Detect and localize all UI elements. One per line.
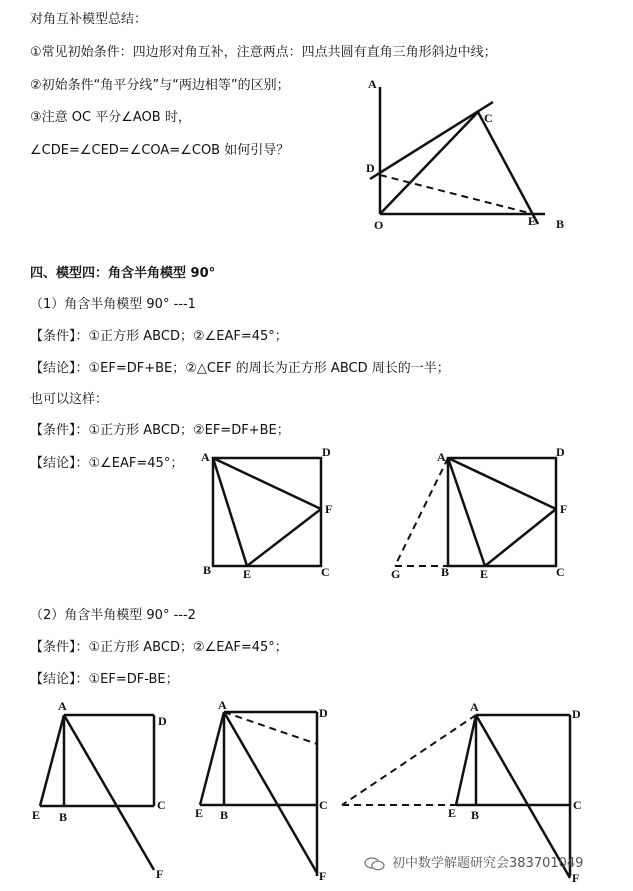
label-C: C <box>321 565 330 579</box>
label-A: A <box>368 77 377 91</box>
label-E: E <box>528 214 537 228</box>
label-A: A <box>437 450 446 464</box>
figure-half-angle-square-2 <box>385 445 580 585</box>
wechat-icon <box>364 857 386 871</box>
figure-half-angle-model-2a <box>28 698 178 884</box>
condition-2: 【条件】：①正方形 ABCD；②EF=DF+BE； <box>30 423 290 438</box>
label-O: O <box>374 218 384 232</box>
label-A: A <box>218 698 227 712</box>
label-C: C <box>319 798 328 812</box>
model-part-2-title: （2）角含半角模型 90° ---2 <box>30 608 196 623</box>
label-F: F <box>319 869 327 883</box>
summary-point-1: ①常见初始条件：四边形对角互补，注意两点：四点共圆有直角三角形斜边中线； <box>30 45 497 60</box>
label-D: D <box>366 161 375 175</box>
summary-point-2: ②初始条件“角平分线”与“两边相等”的区别； <box>30 78 290 93</box>
label-E: E <box>480 567 489 581</box>
label-A: A <box>201 450 210 464</box>
label-D: D <box>572 707 581 721</box>
label-F: F <box>560 502 568 516</box>
label-B: B <box>220 808 229 822</box>
label-A: A <box>58 699 67 713</box>
label-F: F <box>156 867 164 881</box>
label-B: B <box>59 810 68 824</box>
label-F: F <box>325 502 333 516</box>
summary-title: 对角互补模型总结： <box>30 12 148 27</box>
conclusion-1: 【结论】：①EF=DF+BE；②△CEF 的周长为正方形 ABCD 周长的一半； <box>30 361 450 376</box>
label-B: B <box>471 808 480 822</box>
alternative-intro: 也可以这样： <box>30 392 109 407</box>
conclusion-2: 【结论】：①∠EAF=45°； <box>30 456 184 471</box>
label-D: D <box>322 445 331 459</box>
label-B: B <box>441 565 450 579</box>
label-C: C <box>484 111 493 125</box>
figure-half-angle-square-1 <box>195 445 345 585</box>
label-C: C <box>556 565 565 579</box>
summary-question: ∠CDE=∠CED=∠COA=∠COB 如何引导？ <box>30 143 290 158</box>
label-D: D <box>556 445 565 459</box>
label-C: C <box>157 798 166 812</box>
condition-1: 【条件】：①正方形 ABCD；②∠EAF=45°； <box>30 329 288 344</box>
condition-3: 【条件】：①正方形 ABCD；②∠EAF=45°； <box>30 640 288 655</box>
label-E: E <box>448 806 457 820</box>
label-A: A <box>470 700 479 714</box>
model-part-1-title: （1）角含半角模型 90° ---1 <box>30 297 196 312</box>
label-C: C <box>573 798 582 812</box>
label-E: E <box>195 806 204 820</box>
label-D: D <box>158 714 167 728</box>
section-4-heading: 四、模型四：角含半角模型 90° <box>30 266 216 281</box>
figure-angle-complement <box>360 72 580 232</box>
label-F: F <box>572 871 580 884</box>
watermark-text: 初中数学解题研究会383701049 <box>392 856 584 871</box>
conclusion-3: 【结论】：①EF=DF-BE； <box>30 672 179 687</box>
summary-point-3: ③注意 OC 平分∠AOB 时， <box>30 110 191 125</box>
label-B: B <box>556 217 565 231</box>
label-B: B <box>203 563 212 577</box>
watermark <box>364 852 583 871</box>
label-E: E <box>32 808 41 822</box>
figure-half-angle-model-2b <box>192 698 342 884</box>
label-E: E <box>243 567 252 581</box>
label-D: D <box>319 706 328 720</box>
label-G: G <box>391 567 401 581</box>
